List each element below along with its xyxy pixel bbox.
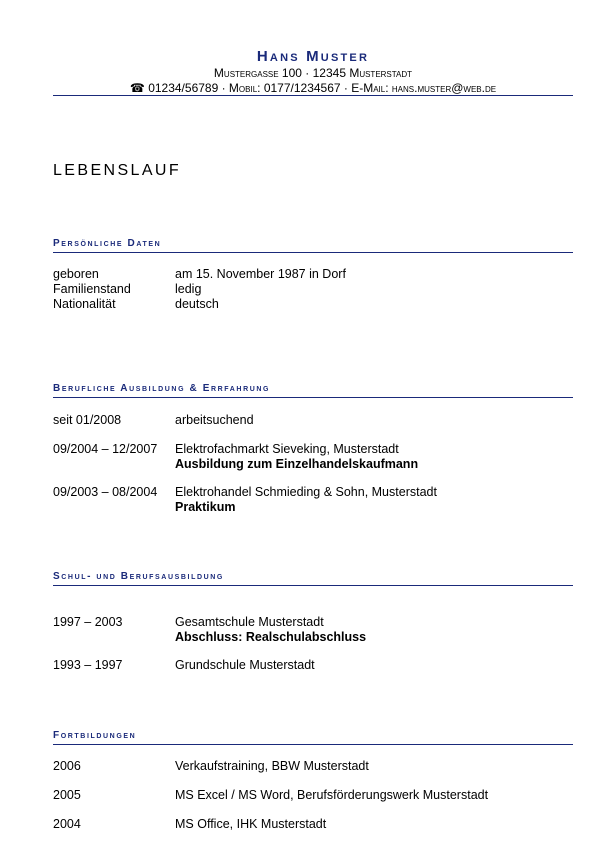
row-key: 1993 – 1997 <box>53 658 123 672</box>
row-value: ledig <box>175 282 202 296</box>
row-key: 2006 <box>53 759 81 773</box>
row-value: Gesamtschule Musterstadt <box>175 615 324 629</box>
document-title: LEBENSLAUF <box>53 162 182 179</box>
row-key: seit 01/2008 <box>53 413 122 427</box>
row-detail: Abschluss: Realschulabschluss <box>175 630 367 644</box>
row-value: deutsch <box>175 297 219 311</box>
row-key: 09/2004 – 12/2007 <box>53 442 158 456</box>
applicant-contact: ☎ 01234/56789 · Mobil: 0177/1234567 · E-Mail: hans.muster@web.de <box>129 81 497 95</box>
row-key: 2005 <box>53 788 81 802</box>
row-key: 2004 <box>53 817 81 831</box>
applicant-address: Mustergasse 100 · 12345 Musterstadt <box>213 66 413 80</box>
row-value: MS Excel / MS Word, Berufsförderungswerk Musterstadt <box>175 788 489 802</box>
section-heading-personal: Persönliche Daten <box>53 238 573 253</box>
row-value: Elektrofachmarkt Sieveking, Musterstadt <box>175 442 399 456</box>
row-value: Elektrohandel Schmieding & Sohn, Musterstadt <box>175 485 437 499</box>
row-key: geboren <box>53 267 99 281</box>
row-detail: Ausbildung zum Einzelhandelskaufmann <box>175 457 419 471</box>
applicant-name: Hans Muster <box>256 48 370 65</box>
section-heading-training: Fortbildungen <box>53 730 573 745</box>
row-value: Verkaufstraining, BBW Musterstadt <box>175 759 369 773</box>
header-divider <box>53 95 573 96</box>
row-value: arbeitsuchend <box>175 413 254 427</box>
row-key: 09/2003 – 08/2004 <box>53 485 158 499</box>
row-detail: Praktikum <box>175 500 236 514</box>
row-key: 1997 – 2003 <box>53 615 123 629</box>
row-key: Familienstand <box>53 282 131 296</box>
row-key: Nationalität <box>53 297 116 311</box>
row-value: Grundschule Musterstadt <box>175 658 315 672</box>
section-heading-school: Schul- und Berufsausbildung <box>53 571 573 586</box>
cv-header <box>53 48 573 96</box>
section-heading-career: Berufliche Ausbildung & Errfahrung <box>53 383 573 398</box>
row-value: am 15. November 1987 in Dorf <box>175 267 346 281</box>
row-value: MS Office, IHK Musterstadt <box>175 817 327 831</box>
